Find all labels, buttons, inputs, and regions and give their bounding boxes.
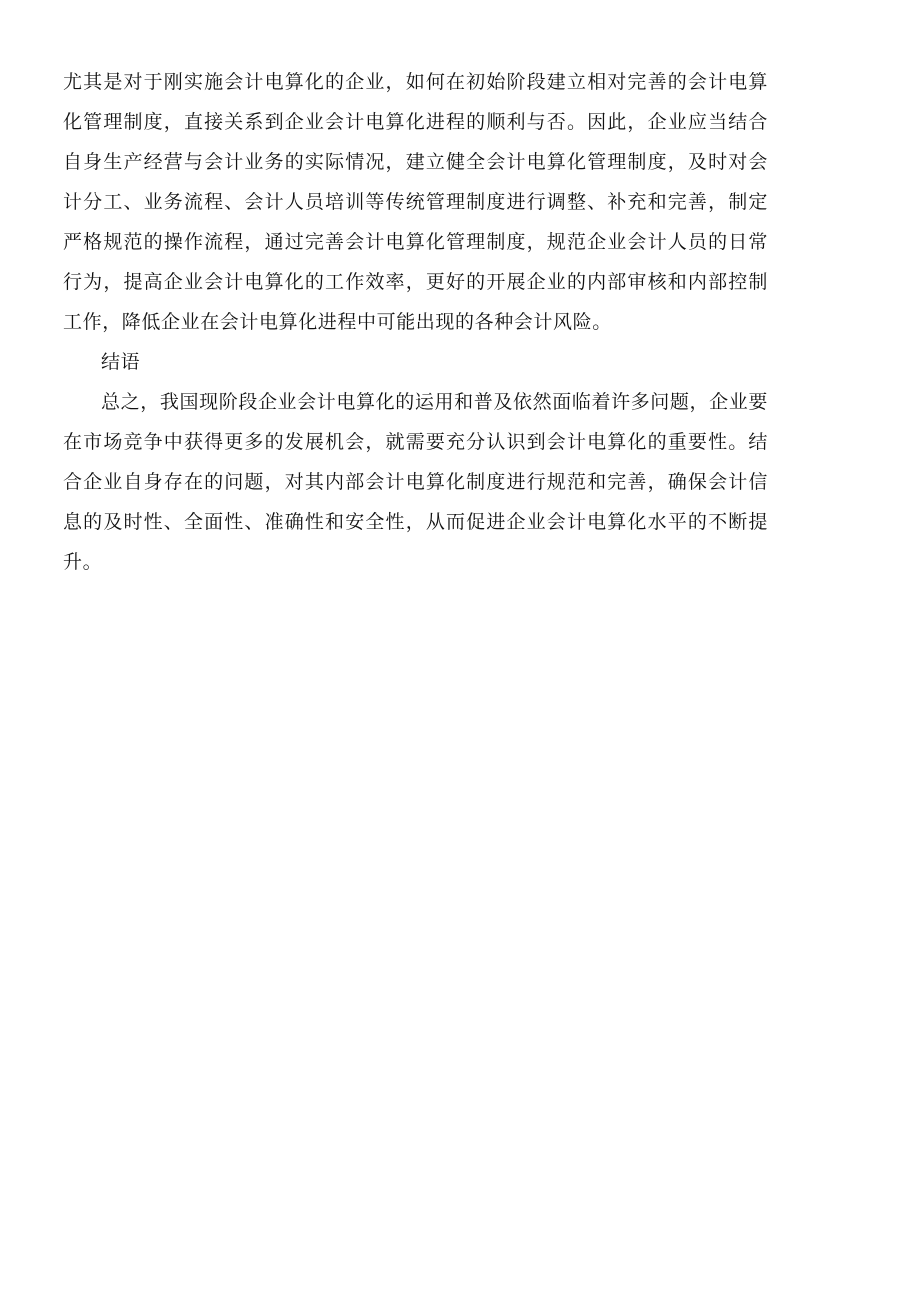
body-paragraph: 尤其是对于刚实施会计电算化的企业，如何在初始阶段建立相对完善的会计电算化管理制度，直接关系到企业会计电算化进程的顺利与否。因此，企业应当结合自身生产经营与会计业务的实际情况，建立健全会计电算化管理制度，及时对会计分工、业务流程、会计人员培训等传统管理制度进行调整、补充和完善，制定严格规范的操作流程，通过完善会计电算化管理制度，规范企业会计人员的日常行为，提高企业会计电算化的工作效率，更好的开展企业的内部审核和内部控制工作，降低企业在会计电算化进程中可能出现的各种会计风险。: [63, 71, 768, 333]
document-page: [63, 62, 768, 582]
conclusion-paragraph: 总之，我国现阶段企业会计电算化的运用和普及依然面临着许多问题，企业要在市场竞争中获得更多的发展机会，就需要充分认识到会计电算化的重要性。结合企业自身存在的问题，对其内部会计电算化制度进行规范和完善，确保会计信息的及时性、全面性、准确性和安全性，从而促进企业会计电算化水平的不断提升。: [63, 391, 768, 573]
section-heading-conclusion: 结语: [101, 351, 141, 373]
